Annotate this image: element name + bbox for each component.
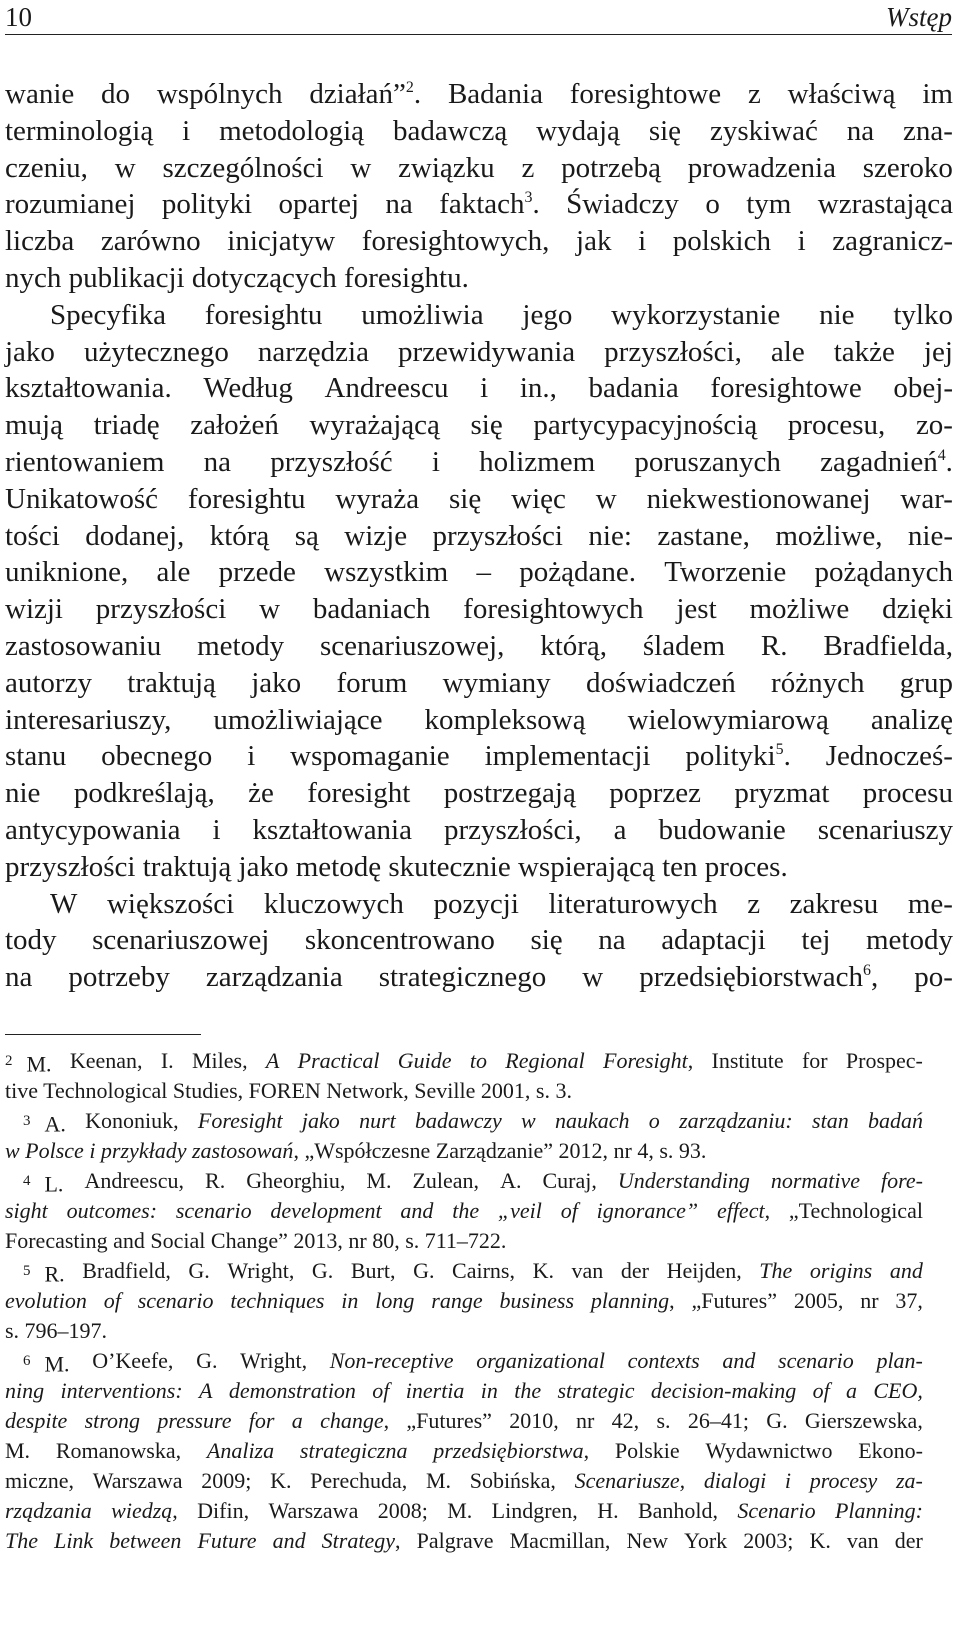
footnote-6-line-2: ning interventions: A demonstration of inertia in the strategic decision-making of a CEO, bbox=[5, 1378, 923, 1403]
body-line: wizji przyszłości w badaniach foresightowych jest możliwe dzięki bbox=[5, 593, 953, 626]
body-line: jako użytecznego narzędzia przewidywania przyszłości, ale także jej bbox=[5, 335, 953, 368]
footnotes bbox=[5, 1046, 923, 1556]
footnote-2-line-2: tive Technological Studies, FOREN Network, Seville 2001, s. 3. bbox=[5, 1078, 572, 1103]
body-line: rozumianej polityki opartej na faktach$^3$. Świadczy o tym wzrastająca bbox=[5, 188, 953, 221]
body-line: przyszłości traktują jako metodę skutecznie wspierającą ten proces. bbox=[5, 850, 788, 883]
body-line: stanu obecnego i wspomaganie implementacji polityki$^5$. Jednocześ- bbox=[5, 740, 953, 773]
body-line: antycypowania i kształtowania przyszłości, a budowanie scenariuszy bbox=[5, 813, 953, 846]
body-line: czeniu, w szczególności w związku z potrzebą prowadzenia szeroko bbox=[5, 151, 953, 184]
footnote-2-line-1: $^2$ M. Keenan, I. Miles, A Practical Guide to Regional Foresight, Institute for Prospec- bbox=[5, 1048, 923, 1077]
body-line: Unikatowość foresightu wyraża się więc w niekwestionowanej war- bbox=[5, 482, 953, 515]
body-line: liczba zarówno inicjatyw foresightowych, jak i polskich i zagranicz- bbox=[5, 225, 953, 258]
body-line: nie podkreślają, że foresight postrzegają poprzez pryzmat procesu bbox=[5, 777, 953, 810]
footnote-6-line-7: The Link between Future and Strategy, Palgrave Macmillan, New York 2003; K. van der bbox=[5, 1528, 923, 1553]
footnote-separator bbox=[5, 1034, 201, 1035]
footnote-4-line-2: sight outcomes: scenario development and the „veil of ignorance” effect, „Technological bbox=[5, 1198, 923, 1223]
footnote-6-line-1: $^6$ M. O’Keefe, G. Wright, Non-receptive organizational contexts and scenario plan- bbox=[23, 1348, 923, 1377]
body-line: Specyfika foresightu umożliwia jego wykorzystanie nie tylko bbox=[50, 298, 953, 331]
body-line: tody scenariuszowej skoncentrowano się na adaptacji tej metody bbox=[5, 924, 953, 957]
running-header bbox=[5, 0, 952, 35]
body-line: na potrzeby zarządzania strategicznego w przedsiębiorstwach$^6$, po- bbox=[5, 961, 953, 994]
footnote-3-line-2: w Polsce i przykłady zastosowań, „Współczesne Zarządzanie” 2012, nr 4, s. 93. bbox=[5, 1138, 707, 1163]
footnote-3-line-1: $^3$ A. Kononiuk, Foresight jako nurt badawczy w naukach o zarządzaniu: stan badań bbox=[23, 1108, 923, 1137]
page-number: 10 bbox=[5, 2, 32, 32]
footnote-5-line-2: evolution of scenario techniques in long range business planning, „Futures” 2005, nr 37, bbox=[5, 1288, 923, 1313]
body-line: zastosowaniu metody scenariuszowej, którą, śladem R. Bradfielda, bbox=[5, 629, 953, 662]
footnote-6-line-6: rządzania wiedzą, Difin, Warszawa 2008; M. Lindgren, H. Banhold, Scenario Planning: bbox=[5, 1498, 923, 1523]
body-line: kształtowania. Według Andreescu i in., badania foresightowe obej- bbox=[5, 372, 953, 405]
body-line: uniknione, ale przede wszystkim – pożądane. Tworzenie pożądanych bbox=[5, 556, 953, 589]
footnote-5-line-3: s. 796–197. bbox=[5, 1318, 108, 1343]
body-line: tości dodanej, którą są wizje przyszłości nie: zastane, możliwe, nie- bbox=[5, 519, 953, 552]
footnote-6-line-4: M. Romanowska, Analiza strategiczna przedsiębiorstwa, Polskie Wydawnictwo Ekono- bbox=[5, 1438, 923, 1463]
body-line: wanie do wspólnych działań”$^2$. Badania foresightowe z właściwą im bbox=[5, 78, 953, 110]
footnote-6-line-3: despite strong pressure for a change, „Futures” 2010, nr 42, s. 26–41; G. Gierszewska, bbox=[5, 1408, 923, 1433]
body-line: W większości kluczowych pozycji literaturowych z zakresu me- bbox=[50, 887, 953, 920]
body-line: mują triadę założeń wyrażającą się partycypacyjnością procesu, zo- bbox=[5, 409, 953, 442]
footnote-5-line-1: $^5$ R. Bradfield, G. Wright, G. Burt, G. Cairns, K. van der Heijden, The origins and bbox=[23, 1258, 923, 1287]
body-line: nych publikacji dotyczących foresightu. bbox=[5, 261, 469, 294]
footnote-6-line-5: miczne, Warszawa 2009; K. Perechuda, M. Sobińska, Scenariusze, dialogi i procesy za- bbox=[5, 1468, 923, 1493]
footnote-4-line-1: $^4$ L. Andreescu, R. Gheorghiu, M. Zulean, A. Curaj, Understanding normative fore- bbox=[23, 1168, 923, 1197]
body-line: autorzy traktują jako forum wymiany doświadczeń różnych grup bbox=[5, 666, 953, 699]
body-line: terminologią i metodologią badawczą wydają się zyskiwać na zna- bbox=[5, 114, 953, 147]
running-title: Wstęp bbox=[886, 2, 952, 32]
body-line: rientowaniem na przyszłość i holizmem poruszanych zagadnień$^4$. bbox=[5, 445, 953, 478]
main-text bbox=[5, 76, 953, 996]
body-line: interesariuszy, umożliwiające kompleksową wielowymiarową analizę bbox=[5, 703, 953, 736]
footnote-4-line-3: Forecasting and Social Change” 2013, nr 80, s. 711–722. bbox=[5, 1228, 507, 1253]
